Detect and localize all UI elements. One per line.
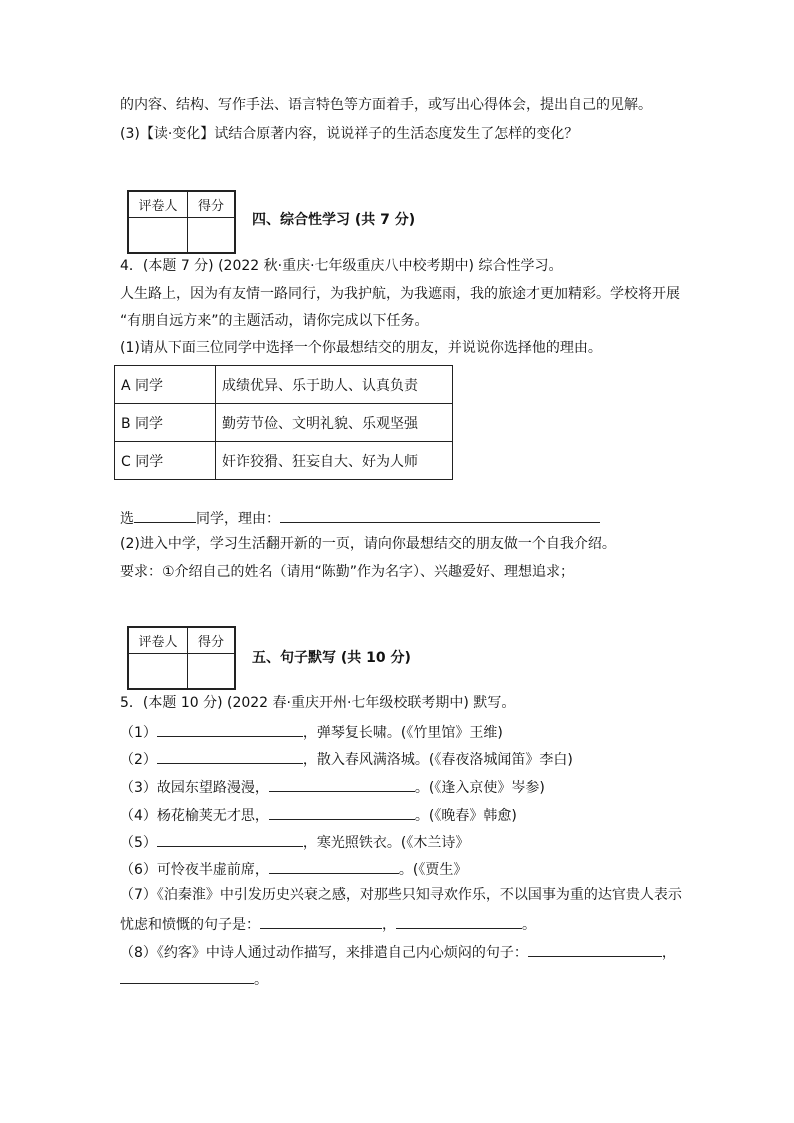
dictation-item-5 [120, 830, 469, 853]
dictation-item-7-line-1: （7）《泊秦淮》中引发历史兴衰之感，对那些只知寻欢作乐，不以国事为重的达官贵人表示 [120, 887, 682, 903]
dictation-item-4 [120, 803, 517, 826]
dictation-blank[interactable] [157, 747, 303, 764]
intro-line-1: 的内容、结构、写作手法、语言特色等方面着手，或写出心得体会，提出自己的见解。 [120, 97, 652, 113]
dictation-item-2 [120, 747, 573, 770]
classmate-traits: 奸诈狡猾、狂妄自大、好为人师 [216, 442, 453, 480]
item-text: ，寒光照铁衣。(《木兰诗》 [302, 835, 470, 851]
item-text: （4）杨花榆荚无才思， [120, 808, 269, 824]
item-number: （2） [120, 752, 157, 768]
score-label: 得分 [188, 191, 236, 217]
item-text: 。(《晚春》韩愈) [414, 808, 517, 824]
score-box-section-4 [127, 190, 236, 254]
item-text: ， [661, 945, 676, 961]
dictation-blank[interactable] [269, 803, 415, 820]
item-text: 。(《逢入京使》岑参) [414, 780, 545, 796]
classmate-name: C 同学 [115, 442, 216, 480]
reason-blank[interactable] [280, 506, 600, 523]
table-row [115, 366, 453, 404]
select-classmate-line [120, 506, 600, 529]
item-text: （6）可怜夜半虚前席， [120, 862, 269, 878]
dictation-blank[interactable] [528, 940, 662, 957]
item-number: （1） [120, 725, 157, 741]
item-text: 。(《贾生》 [398, 862, 468, 878]
item-text: ，散入春风满洛城。(《春夜洛城闻笛》李白) [302, 752, 573, 768]
classmate-name: B 同学 [115, 404, 216, 442]
select-prefix: 选 [120, 511, 134, 527]
section-4-paragraph-1: 人生路上，因为有友情一路同行，为我护航，为我遮雨，我的旅途才更加精彩。学校将开展 [120, 286, 680, 302]
question-4-sub-2: (2)进入中学，学习生活翻开新的一页，请向你最想结交的朋友做一个自我介绍。 [120, 536, 616, 552]
dictation-item-8-line-2 [120, 967, 268, 990]
item-text: （8）《约客》中诗人通过动作描写，来排遣自己内心烦闷的句子： [120, 945, 528, 961]
classmate-blank[interactable] [134, 506, 196, 523]
dictation-blank[interactable] [396, 912, 522, 929]
question-3-read-change: (3)【读·变化】试结合原著内容，说说祥子的生活态度发生了怎样的变化？ [120, 126, 579, 142]
item-number: （5） [120, 835, 157, 851]
dictation-blank[interactable] [269, 775, 415, 792]
reviewer-label: 评卷人 [128, 191, 188, 217]
score-label: 得分 [188, 627, 236, 653]
question-4-header: 4．(本题 7 分) (2022 秋·重庆·七年级重庆八中校考期中) 综合性学习。 [120, 258, 563, 274]
dictation-item-8-line-1 [120, 940, 676, 963]
table-row [115, 442, 453, 480]
score-cell [188, 653, 236, 689]
reviewer-cell [128, 653, 188, 689]
dictation-blank[interactable] [120, 967, 254, 984]
table-row [115, 404, 453, 442]
reviewer-cell [128, 217, 188, 253]
classmate-traits: 成绩优异、乐于助人、认真负责 [216, 366, 453, 404]
dictation-blank[interactable] [260, 912, 382, 929]
dictation-blank[interactable] [157, 720, 303, 737]
dictation-item-7-line-2 [120, 912, 536, 935]
classmate-traits: 勤劳节俭、文明礼貌、乐观坚强 [216, 404, 453, 442]
classmate-table [114, 365, 453, 480]
dictation-item-6 [120, 857, 467, 880]
dictation-blank[interactable] [269, 857, 399, 874]
item-text: ，弹琴复长啸。(《竹里馆》王维) [302, 725, 503, 741]
question-4-sub-1: (1)请从下面三位同学中选择一个你最想结交的朋友，并说说你选择他的理由。 [120, 340, 602, 356]
dictation-blank[interactable] [157, 830, 303, 847]
question-5-header: 5．(本题 10 分) (2022 春·重庆开州·七年级校联考期中) 默写。 [120, 695, 516, 711]
section-5-title: 五、句子默写 (共 10 分) [252, 650, 411, 666]
section-4-title: 四、综合性学习 (共 7 分) [252, 212, 416, 228]
item-text: （3）故园东望路漫漫， [120, 780, 269, 796]
item-text: 忧虑和愤慨的句子是： [120, 917, 260, 933]
score-cell [188, 217, 236, 253]
section-4-paragraph-2: “有朋自远方来”的主题活动，请你完成以下任务。 [120, 313, 429, 329]
self-intro-requirement: 要求：①介绍自己的姓名（请用“陈勤”作为名字）、兴趣爱好、理想追求； [120, 564, 575, 580]
reviewer-label: 评卷人 [128, 627, 188, 653]
classmate-name: A 同学 [115, 366, 216, 404]
dictation-item-3 [120, 775, 545, 798]
item-text: 。 [522, 917, 536, 933]
reason-label: 同学，理由： [196, 511, 280, 527]
item-text: 。 [254, 972, 268, 988]
item-text: ， [382, 917, 396, 933]
dictation-item-1 [120, 720, 503, 743]
score-box-section-5 [127, 626, 236, 690]
